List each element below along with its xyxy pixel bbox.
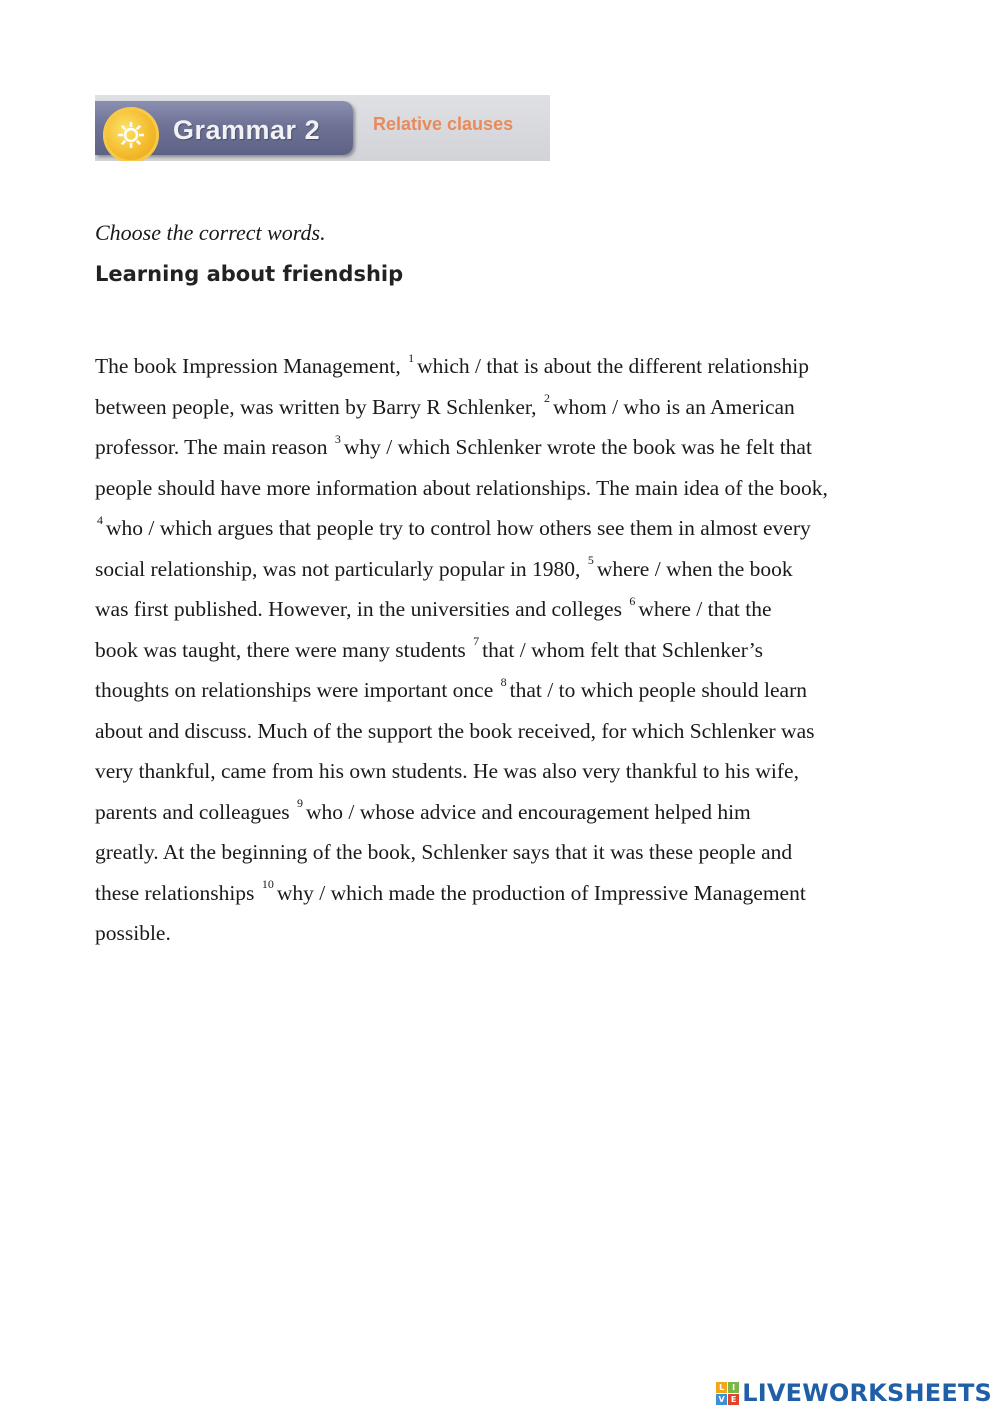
liveworksheets-logo: [716, 1378, 992, 1408]
answer-option[interactable]: which: [330, 880, 384, 905]
passage-text: possible.: [95, 921, 171, 945]
logo-mark-letter: V: [716, 1394, 727, 1405]
passage-text: Schlenker wrote the book was he felt that: [455, 435, 812, 459]
answer-option[interactable]: who: [623, 394, 661, 419]
logo-mark-letter: L: [716, 1382, 727, 1393]
banner-tab: [95, 101, 353, 155]
passage-text: professor. The main reason: [95, 435, 328, 459]
passage-text: the: [745, 597, 772, 621]
gap-number: 9: [297, 796, 303, 811]
answer-option[interactable]: why /: [343, 435, 393, 459]
passage-text: very thankful, came from his own students. He was also very thankful to his wife,: [95, 759, 799, 783]
gap-number: 4: [97, 512, 103, 527]
logo-text: LIVEWORKSHEETS: [742, 1379, 992, 1407]
answer-option[interactable]: why /: [276, 880, 326, 905]
answer-option[interactable]: that: [486, 354, 519, 378]
passage-text: parents and colleagues: [95, 799, 290, 824]
gap-number: 7: [473, 634, 480, 649]
banner-title: Grammar 2: [173, 115, 321, 145]
answer-option[interactable]: where /: [596, 556, 661, 581]
answer-option[interactable]: whose: [359, 799, 415, 824]
passage-text: the book: [718, 556, 793, 581]
gap-number: 10: [261, 877, 274, 892]
passage-text: is about the different relationship: [523, 354, 809, 378]
passage-text: advice and encouragement helped him: [420, 799, 751, 824]
passage-heading: Learning about friendship: [95, 262, 404, 286]
instruction-text: Choose the correct words.: [95, 220, 326, 245]
passage-line: [95, 589, 915, 630]
answer-option[interactable]: who /: [306, 799, 355, 824]
answer-option[interactable]: to: [558, 678, 576, 702]
passage-line: [95, 670, 915, 711]
passage-text: argues that people try to control how others see them in almost every: [217, 516, 811, 540]
passage-text: The book Impression Management,: [95, 354, 401, 378]
passage-text: social relationship, was not particularly popular in 1980,: [95, 556, 581, 581]
passage-line: [95, 508, 915, 549]
passage: [95, 346, 915, 954]
passage-line: [95, 711, 915, 752]
gear-badge: [103, 107, 159, 161]
passage-line: [95, 346, 915, 387]
answer-option[interactable]: that /: [482, 637, 526, 662]
passage-line: [95, 630, 915, 671]
passage-line: [95, 387, 915, 428]
passage-text: book was taught, there were many students: [95, 637, 466, 662]
gap-number: 5: [587, 553, 594, 568]
banner-subtitle: Relative clauses: [373, 114, 514, 134]
logo-mark-letter: E: [728, 1394, 739, 1405]
passage-text: these relationships: [95, 880, 255, 905]
gap-number: 2: [543, 391, 550, 406]
answer-option[interactable]: that /: [509, 678, 554, 702]
answer-option[interactable]: who /: [106, 516, 155, 540]
passage-line: [95, 792, 915, 833]
gap-number: 3: [334, 431, 341, 446]
passage-line: [95, 913, 915, 954]
passage-line: [95, 427, 915, 468]
gap-number: 8: [500, 674, 507, 689]
passage-text: is an American: [665, 394, 795, 419]
answer-option[interactable]: that: [707, 597, 740, 621]
passage-text: was first published. However, in the universities and colleges: [95, 597, 622, 621]
gap-number: 6: [629, 593, 636, 608]
lesson-banner: [95, 95, 550, 161]
passage-text: about and discuss. Much of the support the book received, for which Schlenker was: [95, 718, 815, 743]
passage-line: [95, 751, 915, 792]
passage-line: [95, 468, 915, 509]
answer-option[interactable]: whom: [531, 637, 585, 662]
passage-text: between people, was written by Barry R Schlenker,: [95, 394, 537, 419]
passage-line: [95, 873, 915, 914]
answer-option[interactable]: which /: [417, 354, 481, 378]
passage-text: made the production of Impressive Management: [388, 880, 806, 905]
logo-mark: [716, 1382, 739, 1405]
answer-option[interactable]: whom /: [552, 394, 619, 419]
passage-text: felt that Schlenker’s: [590, 637, 763, 662]
answer-option[interactable]: where /: [638, 597, 703, 621]
passage-line: [95, 549, 915, 590]
answer-option[interactable]: which: [159, 516, 213, 540]
passage-text: thoughts on relationships were important once: [95, 678, 494, 702]
passage-text: which people should learn: [580, 678, 808, 702]
passage-text: people should have more information about relationships. The main idea of the book,: [95, 475, 828, 500]
logo-mark-letter: I: [728, 1382, 739, 1393]
answer-option[interactable]: when: [666, 556, 713, 581]
passage-text: greatly. At the beginning of the book, Schlenker says that it was these people and: [95, 840, 793, 864]
passage-line: [95, 832, 915, 873]
gear-icon: [116, 120, 146, 150]
answer-option[interactable]: which: [397, 435, 451, 459]
gap-number: 1: [408, 350, 415, 365]
